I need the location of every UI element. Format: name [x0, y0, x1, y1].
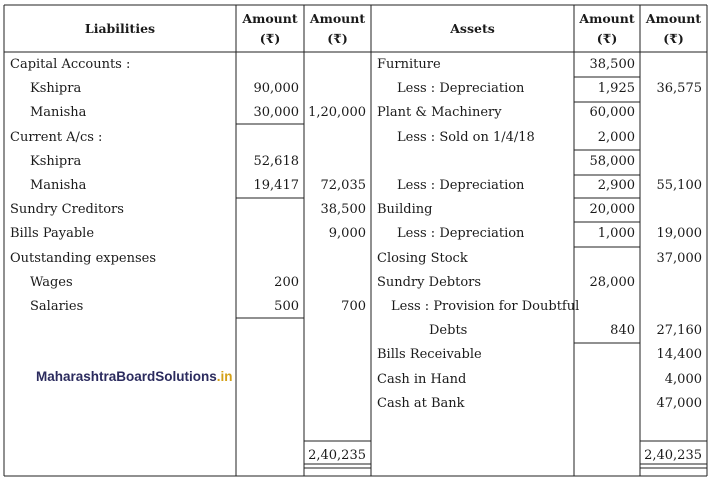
asset-inner-unit: (₹) — [596, 31, 618, 46]
liability-outer-amount: 700 — [341, 299, 366, 314]
asset-outer-amount: 27,160 — [656, 323, 702, 338]
liab-inner-unit: (₹) — [259, 31, 281, 46]
liab-outer-amount-header: Amount — [309, 11, 366, 26]
asset-label: Furniture — [377, 57, 441, 72]
liability-label: Bills Payable — [10, 226, 95, 241]
liability-outer-amount: 1,20,000 — [308, 105, 366, 120]
asset-label: Debts — [429, 323, 468, 338]
liability-outer-amount: 9,000 — [328, 226, 366, 241]
liab-outer-unit: (₹) — [327, 31, 348, 46]
asset-inner-amount: 20,000 — [589, 202, 635, 217]
asset-label: Less : Sold on 1/4/18 — [397, 130, 535, 145]
watermark-logo — [36, 369, 233, 384]
liability-label: Manisha — [30, 105, 87, 120]
asset-label: Less : Depreciation — [397, 178, 525, 193]
asset-inner-amount: 840 — [610, 323, 635, 338]
liability-inner-amount: 200 — [274, 275, 299, 290]
liability-label: Kshipra — [30, 81, 82, 96]
asset-outer-amount: 37,000 — [656, 251, 702, 266]
liability-inner-amount: 19,417 — [253, 178, 299, 193]
asset-outer-amount: 55,100 — [656, 178, 702, 193]
asset-inner-amount: 58,000 — [589, 154, 635, 169]
asset-label: Less : Depreciation — [397, 226, 525, 241]
watermark-tld: .in — [216, 369, 233, 384]
asset-label: Less : Provision for Doubtful — [391, 299, 580, 314]
liability-label: Sundry Creditors — [10, 202, 124, 217]
asset-label: Cash at Bank — [377, 396, 465, 411]
liability-label: Manisha — [30, 178, 87, 193]
watermark-brand: MaharashtraBoardSolutions — [36, 369, 217, 384]
liability-label: Wages — [30, 275, 73, 290]
asset-label: Cash in Hand — [377, 372, 467, 387]
liability-label: Salaries — [30, 299, 84, 314]
assets-total: 2,40,235 — [644, 448, 702, 463]
asset-inner-amount: 28,000 — [589, 275, 635, 290]
asset-label: Less : Depreciation — [397, 81, 525, 96]
asset-inner-amount: 1,925 — [597, 81, 635, 96]
asset-outer-amount: 47,000 — [656, 396, 702, 411]
asset-inner-amount-header: Amount — [579, 11, 635, 26]
liabilities-header: Liabilities — [84, 21, 156, 36]
liability-outer-amount: 72,035 — [320, 178, 366, 193]
asset-label: Plant & Machinery — [377, 105, 502, 120]
assets-header: Assets — [450, 21, 495, 36]
liability-inner-amount: 500 — [274, 299, 299, 314]
liability-inner-amount: 52,618 — [253, 154, 299, 169]
liabilities-total: 2,40,235 — [308, 448, 366, 463]
asset-outer-amount: 36,575 — [656, 81, 702, 96]
asset-inner-amount: 2,000 — [597, 130, 635, 145]
asset-outer-amount-header: Amount — [645, 11, 702, 26]
asset-outer-amount: 19,000 — [656, 226, 702, 241]
asset-label: Closing Stock — [377, 251, 468, 266]
asset-outer-amount: 4,000 — [664, 372, 702, 387]
asset-label: Sundry Debtors — [377, 275, 482, 290]
liability-label: Capital Accounts : — [10, 57, 131, 72]
asset-outer-unit: (₹) — [663, 31, 684, 46]
liability-outer-amount: 38,500 — [320, 202, 366, 217]
balance-sheet — [4, 5, 707, 476]
asset-label: Building — [377, 202, 433, 217]
liability-label: Outstanding expenses — [10, 251, 157, 266]
liability-inner-amount: 90,000 — [253, 81, 299, 96]
asset-inner-amount: 2,900 — [597, 178, 635, 193]
asset-label: Bills Receivable — [377, 347, 482, 362]
asset-inner-amount: 1,000 — [597, 226, 635, 241]
liability-inner-amount: 30,000 — [253, 105, 299, 120]
asset-outer-amount: 14,400 — [656, 347, 702, 362]
asset-inner-amount: 60,000 — [589, 105, 635, 120]
liability-label: Current A/cs : — [10, 130, 103, 145]
asset-inner-amount: 38,500 — [589, 57, 635, 72]
liability-label: Kshipra — [30, 154, 82, 169]
liab-inner-amount-header: Amount — [242, 11, 298, 26]
